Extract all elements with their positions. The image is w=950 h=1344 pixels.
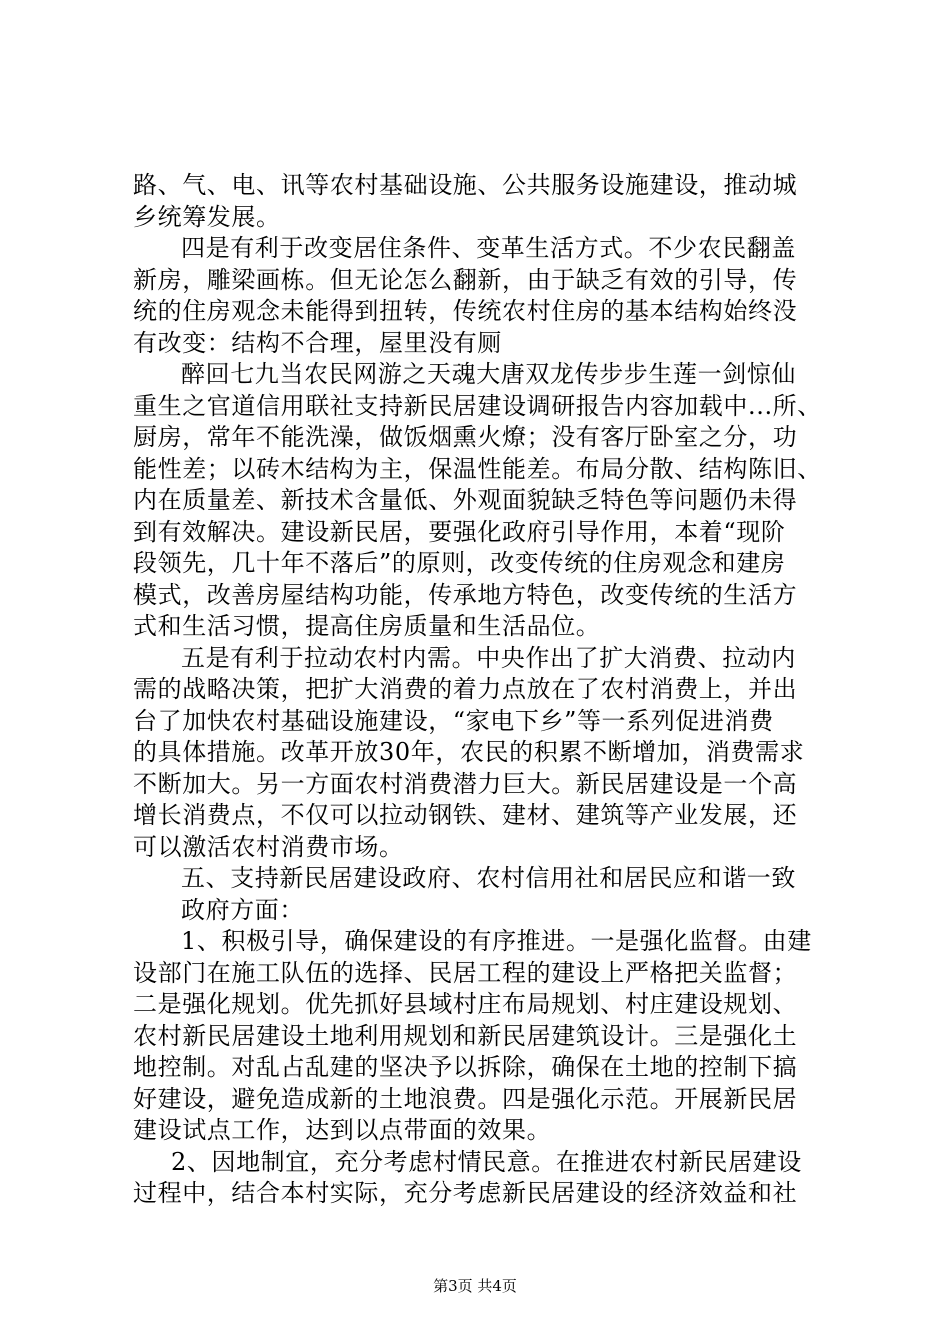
text-line: 需的战略决策，把扩大消费的着力点放在了农村消费上，并出 — [133, 675, 798, 703]
text-line: 政府方面： — [181, 895, 304, 924]
text-line: 过程中，结合本村实际，充分考虑新民居建设的经济效益和社 — [133, 1179, 798, 1207]
text-line: 统的住房观念未能得到扭转，传统农村住房的基本结构始终没 — [133, 297, 798, 325]
text-line: 路、气、电、讯等农村基础设施、公共服务设施建设，推动城 — [133, 171, 798, 199]
text-line: 乡统筹发展。 — [133, 202, 281, 231]
text-line: 五是有利于拉动农村内需。中央作出了扩大消费、拉动内 — [181, 643, 796, 672]
page-footer — [0, 1275, 950, 1296]
page-number-label: 第3页 共4页 — [433, 1277, 517, 1295]
text-line: 重生之官道信用联社支持新民居建设调研报告内容加载中...所、 — [133, 391, 822, 420]
text-line: 段领先，几十年不落后”的原则，改变传统的住房观念和建房 — [133, 549, 786, 577]
text-line: 设部门在施工队伍的选择、民居工程的建设上严格把关监督； — [133, 958, 798, 987]
text-line: 农村新民居建设土地利用规划和新民居建筑设计。三是强化土 — [133, 1021, 798, 1050]
text-line: 1、积极引导，确保建设的有序推进。一是强化监督。由建 — [181, 927, 812, 955]
text-line: 地控制。对乱占乱建的坚决予以拆除，确保在土地的控制下搞 — [133, 1053, 798, 1081]
text-line: 有改变：结构不合理，屋里没有厕 — [133, 328, 502, 357]
text-line: 醉回七九当农民网游之天魂大唐双龙传步步生莲一剑惊仙 — [181, 360, 796, 388]
text-line: 五、支持新民居建设政府、农村信用社和居民应和谐一致 — [181, 864, 796, 892]
text-line: 好建设，避免造成新的土地浪费。四是强化示范。开展新民居 — [133, 1084, 798, 1113]
text-line: 能性差；以砖木结构为主，保温性能差。布局分散、结构陈旧、 — [133, 454, 822, 483]
text-line: 可以激活农村消费市场。 — [133, 832, 404, 861]
text-line: 四是有利于改变居住条件、变革生活方式。不少农民翻盖 — [181, 234, 796, 262]
text-line: 模式，改善房屋结构功能，传承地方特色，改变传统的生活方 — [133, 580, 798, 609]
text-line: 新房，雕梁画栋。但无论怎么翻新，由于缺乏有效的引导，传 — [133, 265, 798, 294]
text-line: 台了加快农村基础设施建设，“家电下乡”等一系列促进消费 — [133, 706, 774, 735]
text-line: 到有效解决。建设新民居，要强化政府引导作用，本着“现阶 — [133, 517, 786, 546]
text-line: 不断加大。另一方面农村消费潜力巨大。新民居建设是一个高 — [133, 769, 798, 798]
text-line: 二是强化规划。优先抓好县域村庄布局规划、村庄建设规划、 — [133, 990, 798, 1018]
text-line: 内在质量差、新技术含量低、外观面貌缺乏特色等问题仍未得 — [133, 486, 798, 514]
document-body — [133, 170, 833, 1210]
text-line: 增长消费点，不仅可以拉动钢铁、建材、建筑等产业发展，还 — [133, 801, 798, 829]
text-line: 厨房，常年不能洗澡，做饭烟熏火燎；没有客厅卧室之分，功 — [133, 423, 798, 451]
text-line: 的具体措施。改革开放30年，农民的积累不断增加，消费需求 — [133, 738, 805, 766]
text-line: 2、因地制宜，充分考虑村情民意。在推进农村新民居建设 — [171, 1147, 802, 1176]
text-line: 建设试点工作，达到以点带面的效果。 — [133, 1116, 552, 1144]
text-line: 式和生活习惯，提高住房质量和生活品位。 — [133, 612, 601, 640]
